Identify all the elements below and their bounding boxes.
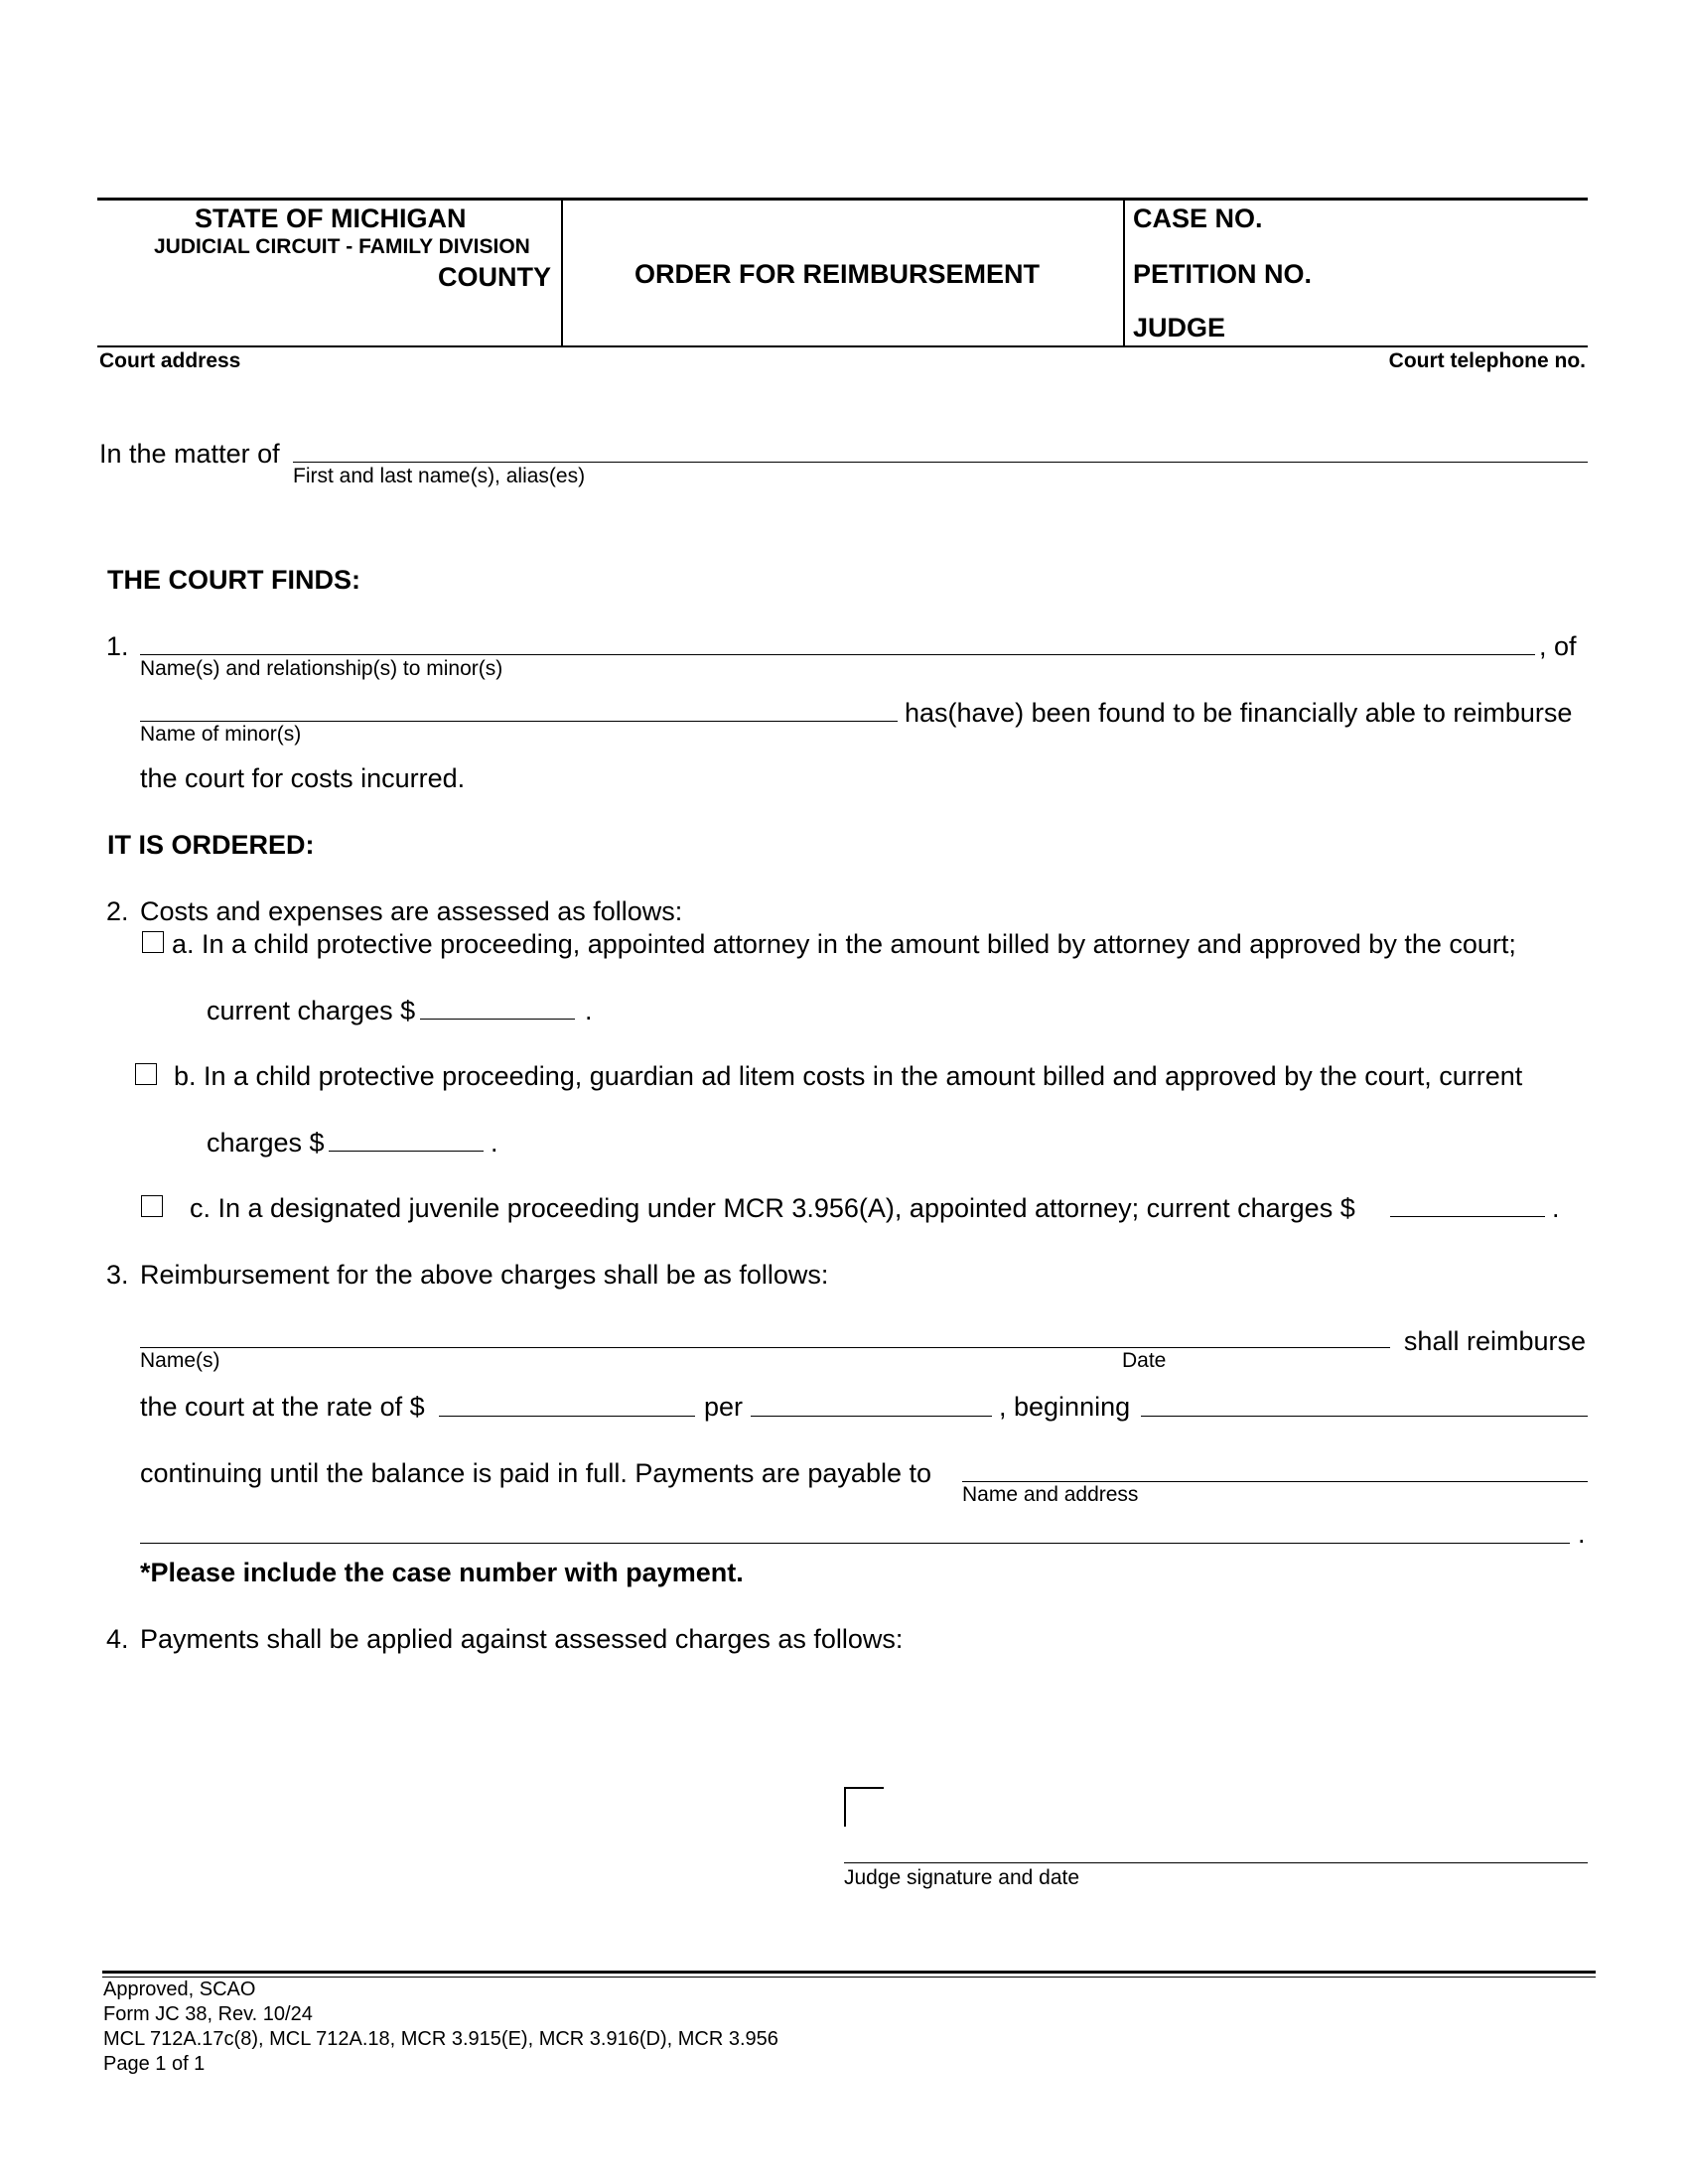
court-finds-heading: THE COURT FINDS: — [107, 565, 360, 595]
ordered-heading: IT IS ORDERED: — [107, 830, 315, 860]
beginning-text: , beginning — [999, 1392, 1131, 1422]
footer-page: Page 1 of 1 — [103, 2053, 206, 2075]
payable-period: . — [1578, 1519, 1586, 1549]
item3-number: 3. — [106, 1260, 129, 1290]
item2a-charges-label: current charges $ — [207, 996, 416, 1025]
item2c-text: c. In a designated juvenile proceeding under MCR 3.956(A), appointed attorney; current charges $ — [190, 1193, 1355, 1223]
matter-label: In the matter of — [99, 439, 280, 469]
per-text: per — [704, 1392, 744, 1422]
item4-text: Payments shall be applied against assessed charges as follows: — [140, 1624, 904, 1654]
header-bottom-rule — [97, 345, 1588, 347]
reimburse-names-date-field[interactable] — [140, 1347, 1390, 1348]
county-label: COUNTY — [438, 262, 551, 292]
item2a-text: a. In a child protective proceeding, appointed attorney in the amount billed by attorney and approved by the court; — [172, 929, 1516, 959]
item4-number: 4. — [106, 1624, 129, 1654]
minor-name-field[interactable] — [140, 721, 898, 722]
found-text-continued: the court for costs incurred. — [140, 763, 466, 793]
case-no-label: CASE NO. — [1133, 204, 1263, 233]
item2-number: 2. — [106, 896, 129, 926]
item2b-text: b. In a child protective proceeding, guardian ad litem costs in the amount billed and approved by the court, current — [174, 1061, 1523, 1091]
form-title: ORDER FOR REIMBURSEMENT — [634, 259, 1041, 289]
beginning-date-field[interactable] — [1141, 1416, 1588, 1417]
payable-to-field[interactable] — [962, 1481, 1588, 1482]
names-relationship-field[interactable] — [140, 654, 1535, 655]
court-address-label: Court address — [99, 349, 241, 372]
checkbox-2b[interactable] — [135, 1063, 157, 1085]
item2a-charges-field[interactable] — [420, 1019, 575, 1020]
item3-text: Reimbursement for the above charges shall be as follows: — [140, 1260, 829, 1290]
matter-name-field[interactable] — [293, 462, 1588, 463]
checkbox-2c[interactable] — [141, 1195, 163, 1217]
continuing-text: continuing until the balance is paid in full. Payments are payable to — [140, 1458, 932, 1488]
rate-text: the court at the rate of $ — [140, 1392, 425, 1422]
name-address-caption: Name and address — [962, 1483, 1139, 1506]
rate-amount-field[interactable] — [439, 1416, 695, 1417]
names-relationship-caption: Name(s) and relationship(s) to minor(s) — [140, 657, 503, 680]
found-text: has(have) been found to be financially able to reimburse — [905, 698, 1573, 728]
item2b-charges-field[interactable] — [329, 1151, 484, 1152]
item2c-charges-field[interactable] — [1390, 1216, 1545, 1217]
header-divider-left — [561, 200, 563, 346]
signature-corner-left — [844, 1787, 846, 1827]
footer-statutes: MCL 712A.17c(8), MCL 712A.18, MCR 3.915(E), MCR 3.916(D), MCR 3.956 — [103, 2028, 778, 2050]
header-divider-right — [1123, 200, 1125, 346]
item2b-period: . — [491, 1128, 498, 1158]
item2-text: Costs and expenses are assessed as follows: — [140, 896, 683, 926]
footer-approved: Approved, SCAO — [103, 1979, 256, 2000]
circuit-label: JUDICIAL CIRCUIT - FAMILY DIVISION — [154, 235, 530, 258]
item1-of: , of — [1539, 631, 1577, 661]
item1-number: 1. — [106, 631, 129, 661]
header-top-rule — [97, 198, 1588, 201]
judge-label: JUDGE — [1133, 313, 1226, 342]
item2c-period: . — [1552, 1193, 1560, 1223]
item2b-charges-label: charges $ — [207, 1128, 325, 1158]
item2a-period: . — [585, 996, 593, 1025]
reimburse-date-caption: Date — [1122, 1349, 1167, 1372]
shall-reimburse-text: shall reimburse — [1403, 1326, 1586, 1356]
checkbox-2a[interactable] — [142, 931, 164, 953]
court-telephone-label: Court telephone no. — [1388, 349, 1586, 372]
footer-form-number: Form JC 38, Rev. 10/24 — [103, 2003, 313, 2025]
petition-no-label: PETITION NO. — [1133, 259, 1313, 289]
state-name: STATE OF MICHIGAN — [195, 204, 467, 233]
case-number-note: *Please include the case number with payment. — [140, 1558, 744, 1587]
rate-period-field[interactable] — [751, 1416, 992, 1417]
payable-to-field-2[interactable] — [140, 1543, 1570, 1544]
signature-corner-top — [844, 1787, 884, 1789]
minor-name-caption: Name of minor(s) — [140, 723, 302, 746]
footer-rule-thin — [102, 1977, 1596, 1978]
matter-caption: First and last name(s), alias(es) — [293, 465, 586, 487]
footer-rule-thick — [102, 1971, 1596, 1974]
judge-signature-caption: Judge signature and date — [844, 1866, 1080, 1889]
reimburse-names-caption: Name(s) — [140, 1349, 220, 1372]
judge-signature-field[interactable] — [844, 1862, 1588, 1863]
